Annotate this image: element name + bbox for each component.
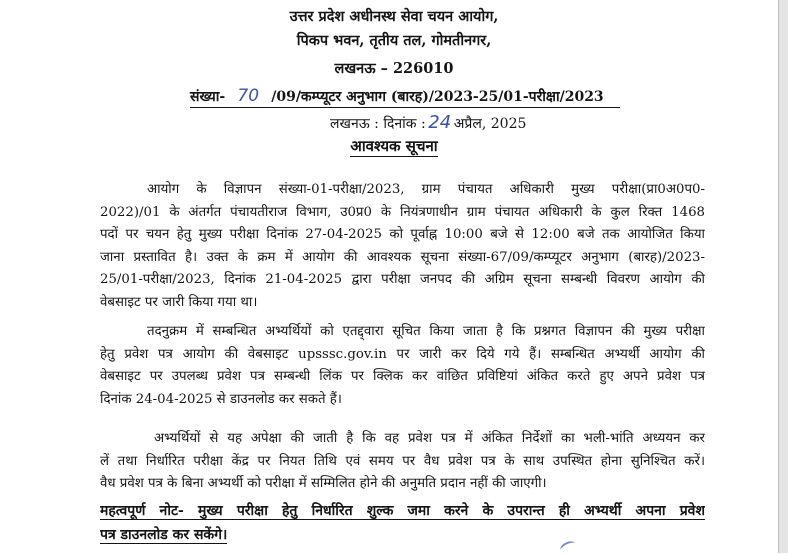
handwritten-day: 24 [428,112,452,133]
paragraph-line: अभ्यर्थियों से यह अपेक्षा की जाती है कि वह प्रवेश पत्र में अंकित निर्देशों का भली-भांति अध्ययन कर [154,431,705,446]
important-note [100,499,705,547]
date-prefix: लखनऊ : दिनांक : [330,116,426,132]
reference-suffix: /09/कम्प्यूटर अनुभाग (बारह)/2023-25/01-परीक्षा/2023 [271,89,604,105]
note-text-1: महत्वपूर्ण नोट- मुख्य परीक्षा हेतु निर्धारित शुल्क जमा करने के उपरान्त ही अभ्यर्थी अपना प्रवेश [100,503,705,519]
paragraph-line: 2022)/01 के अंतर्गत पंचायतीराज विभाग, उ0प्र0 के नियंत्रणाधीन ग्राम पंचायत अधिकारी के कुल रिक्त 1468 [100,204,705,220]
subject-text: आवश्यक सूचना [350,137,438,155]
header-city: लखनऊ – 226010 [334,60,454,77]
paragraph-line: जाना प्रस्तावित है। उक्त के क्रम में आयोग की आवश्यक सूचना संख्या-67/09/कम्प्यूटर अनुभाग (बारह)/2023- [100,249,705,265]
note-line-2 [100,523,705,547]
paragraph-2 [100,321,705,411]
date-line [330,112,526,133]
date-suffix: अप्रैल, 2025 [453,116,527,132]
reference-number [190,86,620,108]
paragraph-line: पदों पर चयन हेतु मुख्य परीक्षा दिनांक 27-04-2025 को पूर्वाह्न 10:00 बजे से 12:00 बजे तक आयोजित किया [100,227,705,243]
paragraph-line: वैध प्रवेश पत्र के बिना अभ्यर्थी को परीक्षा में सम्मिलित होने की अनुमति प्रदान नहीं की जाएगी। [100,476,547,492]
paragraph-line: हेतु प्रवेश पत्र आयोग की वेबसाइट upsssc.gov.in पर जारी कर दिये गये हैं। सम्बन्धित अभ्यर्थी आयोग की [100,346,705,362]
paragraph-line: 25/01-परीक्षा/2023, दिनांक 21-04-2025 द्वारा परीक्षा जनपद की अग्रिम सूचना सम्बन्धी विवरण आयोग की [100,272,705,288]
header-org: उत्तर प्रदेश अधीनस्थ सेवा चयन आयोग, [289,8,499,25]
paragraph-line: दिनांक 24-04-2025 से डाउनलोड कर सकते हैं। [100,391,342,407]
paragraph-line: वेबसाइट पर जारी किया गया था। [100,294,258,310]
note-text-2: पत्र डाउनलोड कर सकेंगे। [100,527,228,543]
paragraph-line: वेबसाइट पर उपलब्ध प्रवेश पत्र सम्बन्धी लिंक पर क्लिक कर वांछित प्रविष्टियां अंकित करते हुए अपने प्रवेश पत्र [100,369,705,385]
scan-edge [778,0,788,553]
subject-heading [0,136,788,156]
header-address: पिकप भवन, तृतीय तल, गोमतीनगर, [296,32,492,49]
paragraph-1 [100,179,705,315]
paragraph-3 [100,428,705,496]
paragraph-line: तदनुक्रम में सम्बन्धित अभ्यर्थियों को एतद्द्वारा सूचित किया जाता है कि प्रश्नगत विज्ञापन की मुख्य परीक्षा [147,324,705,339]
note-line-1 [100,499,705,523]
paragraph-line: आयोग के विज्ञापन संख्या-01-परीक्षा/2023, ग्राम पंचायत अधिकारी मुख्य परीक्षा(प्रा0अ0प0- [147,182,705,197]
handwritten-number: 70 [237,86,260,106]
paragraph-line: लें तथा निर्धारित परीक्षा केंद्र पर नियत तिथि एवं समय पर वैध प्रवेश पत्र के साथ उपस्थित होना सुनिश्चित करें। [100,453,705,469]
reference-prefix: संख्या- [190,89,226,105]
